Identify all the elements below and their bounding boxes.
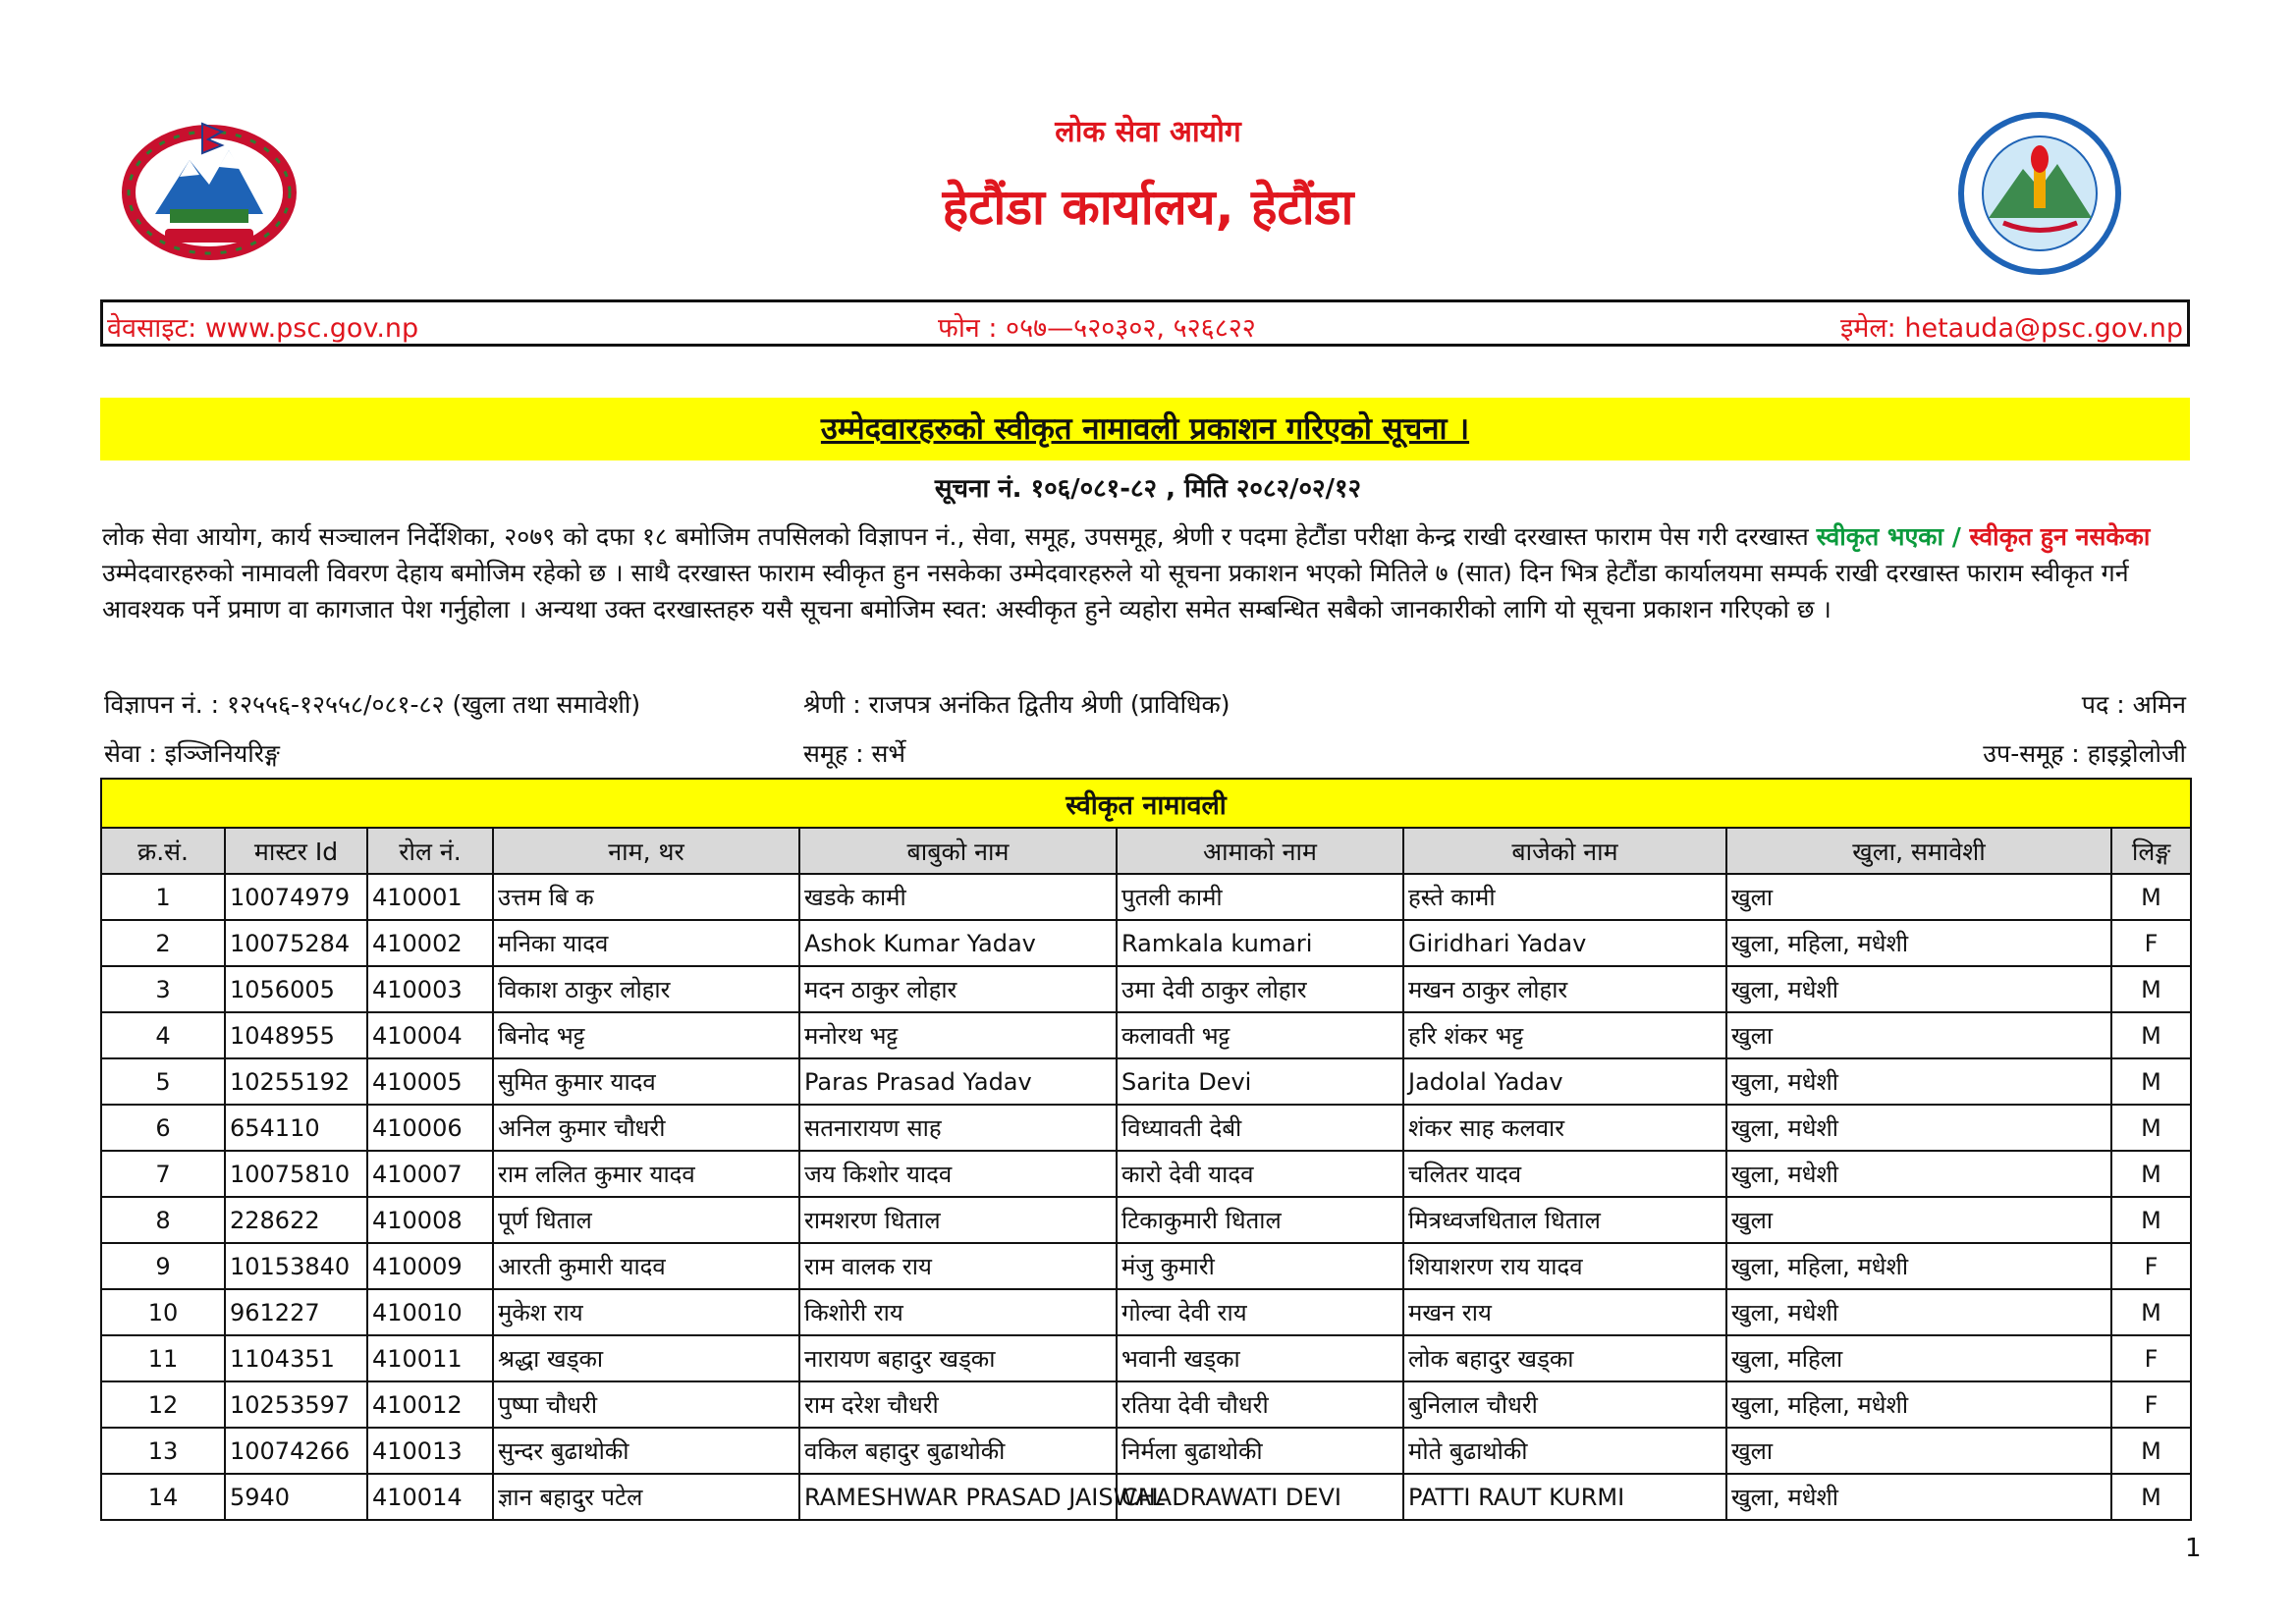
table-header-row <box>101 828 2191 874</box>
table-row <box>101 1474 2191 1520</box>
cell-father-name: Paras Prasad Yadav <box>799 1058 1117 1105</box>
cell-name: सुन्दर बुढाथोकी <box>493 1428 799 1474</box>
cell-gender: M <box>2111 1474 2191 1520</box>
rejected-label: स्वीकृत हुन नसकेका <box>1969 522 2151 551</box>
cell-category: खुला <box>1726 1428 2111 1474</box>
cell-roll-no: 410010 <box>367 1289 493 1335</box>
cell-grandfather-name: बुनिलाल चौधरी <box>1403 1381 1726 1428</box>
cell-name: बिनोद भट्ट <box>493 1012 799 1058</box>
cell-master-id: 10255192 <box>225 1058 367 1105</box>
table-row <box>101 1012 2191 1058</box>
cell-serial: 1 <box>101 874 225 920</box>
cell-mother-name: गोल्वा देवी राय <box>1117 1289 1403 1335</box>
cell-master-id: 1056005 <box>225 966 367 1012</box>
cell-gender: F <box>2111 1243 2191 1289</box>
cell-serial: 13 <box>101 1428 225 1474</box>
cell-mother-name: Sarita Devi <box>1117 1058 1403 1105</box>
cell-gender: M <box>2111 1012 2191 1058</box>
table-row <box>101 920 2191 966</box>
header-serial: क्र.सं. <box>101 828 225 874</box>
cell-category: खुला <box>1726 1012 2111 1058</box>
cell-mother-name: पुतली कामी <box>1117 874 1403 920</box>
post: पद : अमिन <box>2081 690 2186 719</box>
level: श्रेणी : राजपत्र अनंकित द्वितीय श्रेणी (प्राविधिक) <box>803 690 1230 719</box>
cell-master-id: 10075810 <box>225 1151 367 1197</box>
cell-category: खुला, मधेशी <box>1726 1474 2111 1520</box>
table-row <box>101 1428 2191 1474</box>
cell-grandfather-name: PATTI RAUT KURMI <box>1403 1474 1726 1520</box>
cell-name: मनिका यादव <box>493 920 799 966</box>
cell-category: खुला, मधेशी <box>1726 1151 2111 1197</box>
cell-roll-no: 410004 <box>367 1012 493 1058</box>
cell-grandfather-name: लोक बहादुर खड्का <box>1403 1335 1726 1381</box>
cell-gender: M <box>2111 1058 2191 1105</box>
cell-category: खुला, महिला, मधेशी <box>1726 920 2111 966</box>
cell-gender: F <box>2111 1381 2191 1428</box>
cell-roll-no: 410013 <box>367 1428 493 1474</box>
phone-number: फोन : ०५७—५२०३०२, ५२६८२२ <box>938 313 1256 344</box>
cell-grandfather-name: मोते बुढाथोकी <box>1403 1428 1726 1474</box>
cell-grandfather-name: शियाशरण राय यादव <box>1403 1243 1726 1289</box>
cell-master-id: 10074979 <box>225 874 367 920</box>
slash-separator: / <box>1942 522 1970 551</box>
service: सेवा : इञ्जिनियरिङ्ग <box>104 739 280 768</box>
cell-name: मुकेश राय <box>493 1289 799 1335</box>
cell-name: आरती कुमारी यादव <box>493 1243 799 1289</box>
cell-roll-no: 410009 <box>367 1243 493 1289</box>
cell-grandfather-name: मखन राय <box>1403 1289 1726 1335</box>
cell-grandfather-name: मखन ठाकुर लोहार <box>1403 966 1726 1012</box>
cell-gender: F <box>2111 920 2191 966</box>
cell-name: सुमित कुमार यादव <box>493 1058 799 1105</box>
cell-mother-name: टिकाकुमारी धिताल <box>1117 1197 1403 1243</box>
table-row <box>101 1151 2191 1197</box>
cell-serial: 8 <box>101 1197 225 1243</box>
cell-father-name: सतनारायण साह <box>799 1105 1117 1151</box>
table-row <box>101 1197 2191 1243</box>
cell-roll-no: 410011 <box>367 1335 493 1381</box>
table-body <box>101 874 2191 1520</box>
cell-father-name: राम वालक राय <box>799 1243 1117 1289</box>
header-father-name: बाबुको नाम <box>799 828 1117 874</box>
cell-master-id: 5940 <box>225 1474 367 1520</box>
cell-serial: 3 <box>101 966 225 1012</box>
cell-roll-no: 410002 <box>367 920 493 966</box>
cell-gender: M <box>2111 1428 2191 1474</box>
cell-serial: 6 <box>101 1105 225 1151</box>
cell-serial: 5 <box>101 1058 225 1105</box>
cell-roll-no: 410001 <box>367 874 493 920</box>
cell-master-id: 10153840 <box>225 1243 367 1289</box>
cell-name: अनिल कुमार चौधरी <box>493 1105 799 1151</box>
cell-master-id: 10074266 <box>225 1428 367 1474</box>
cell-father-name: Ashok Kumar Yadav <box>799 920 1117 966</box>
table-row <box>101 1243 2191 1289</box>
header-gender: लिङ्ग <box>2111 828 2191 874</box>
cell-name: पुष्पा चौधरी <box>493 1381 799 1428</box>
cell-roll-no: 410007 <box>367 1151 493 1197</box>
notice-body <box>102 518 2186 627</box>
cell-name: उत्तम बि क <box>493 874 799 920</box>
cell-gender: M <box>2111 874 2191 920</box>
cell-mother-name: रतिया देवी चौधरी <box>1117 1381 1403 1428</box>
header-master-id: मास्टर Id <box>225 828 367 874</box>
cell-mother-name: CHADRAWATI DEVI <box>1117 1474 1403 1520</box>
cell-roll-no: 410012 <box>367 1381 493 1428</box>
cell-category: खुला, महिला <box>1726 1335 2111 1381</box>
page-number: 1 <box>2185 1534 2202 1563</box>
cell-grandfather-name: Jadolal Yadav <box>1403 1058 1726 1105</box>
cell-name: पूर्ण धिताल <box>493 1197 799 1243</box>
cell-serial: 14 <box>101 1474 225 1520</box>
cell-mother-name: उमा देवी ठाकुर लोहार <box>1117 966 1403 1012</box>
header-grandfather-name: बाजेको नाम <box>1403 828 1726 874</box>
cell-serial: 10 <box>101 1289 225 1335</box>
cell-serial: 7 <box>101 1151 225 1197</box>
header-roll-no: रोल नं. <box>367 828 493 874</box>
cell-father-name: मदन ठाकुर लोहार <box>799 966 1117 1012</box>
email-link[interactable]: इमेल: hetauda@psc.gov.np <box>1839 313 2183 344</box>
cell-serial: 2 <box>101 920 225 966</box>
cell-roll-no: 410014 <box>367 1474 493 1520</box>
notice-title: उम्मेदवारहरुको स्वीकृत नामावली प्रकाशन गरिएको सूचना । <box>100 398 2190 460</box>
cell-gender: M <box>2111 966 2191 1012</box>
notice-number: सूचना नं. १०६/०८१-८२ , मिति २०८२/०२/१२ <box>934 474 1362 504</box>
cell-father-name: मनोरथ भट्ट <box>799 1012 1117 1058</box>
cell-mother-name: कलावती भट्ट <box>1117 1012 1403 1058</box>
cell-gender: M <box>2111 1151 2191 1197</box>
table-row <box>101 966 2191 1012</box>
cell-gender: M <box>2111 1289 2191 1335</box>
cell-gender: M <box>2111 1197 2191 1243</box>
cell-roll-no: 410006 <box>367 1105 493 1151</box>
cell-category: खुला, महिला, मधेशी <box>1726 1243 2111 1289</box>
cell-serial: 9 <box>101 1243 225 1289</box>
cell-name: ज्ञान बहादुर पटेल <box>493 1474 799 1520</box>
table-row <box>101 874 2191 920</box>
accepted-label: स्वीकृत भएका <box>1816 522 1943 551</box>
cell-father-name: खडके कामी <box>799 874 1117 920</box>
cell-mother-name: मंजु कुमारी <box>1117 1243 1403 1289</box>
header-mother-name: आमाको नाम <box>1117 828 1403 874</box>
cell-roll-no: 410008 <box>367 1197 493 1243</box>
cell-mother-name: Ramkala kumari <box>1117 920 1403 966</box>
cell-mother-name: निर्मला बुढाथोकी <box>1117 1428 1403 1474</box>
contact-bar <box>100 299 2190 347</box>
cell-master-id: 654110 <box>225 1105 367 1151</box>
cell-mother-name: कारो देवी यादव <box>1117 1151 1403 1197</box>
cell-gender: F <box>2111 1335 2191 1381</box>
cell-serial: 4 <box>101 1012 225 1058</box>
cell-category: खुला <box>1726 1197 2111 1243</box>
cell-roll-no: 410003 <box>367 966 493 1012</box>
notice-body-part-2: उम्मेदवारहरुको नामावली विवरण देहाय बमोजिम रहेको छ । साथै दरखास्त फाराम स्वीकृत हुन नसकेका उम्मेदवारहरुले यो सूचना प्रकाशन भएको मितिले ७ (सात) दिन भित्र हेटौंडा कार्यालयमा सम्पर्क राखी दरखास्त फाराम स्वीकृत गर्न आवश्यक पर्ने प्रमाण वा कागजात पेश गर्नुहोला । अन्यथा उक्त दरखास्तहरु यसै सूचना बमोजिम स्वत: अस्वीकृत हुने व्यहोरा समेत सम्बन्धित सबैको जानकारीको लागि यो सूचना प्रकाशन गरिएको छ । <box>102 559 2129 623</box>
cell-grandfather-name: शंकर साह कलवार <box>1403 1105 1726 1151</box>
cell-name: राम ललित कुमार यादव <box>493 1151 799 1197</box>
website-link[interactable]: वेवसाइट: www.psc.gov.np <box>107 313 419 344</box>
cell-master-id: 10075284 <box>225 920 367 966</box>
cell-master-id: 1104351 <box>225 1335 367 1381</box>
cell-father-name: राम दरेश चौधरी <box>799 1381 1117 1428</box>
cell-roll-no: 410005 <box>367 1058 493 1105</box>
cell-category: खुला, मधेशी <box>1726 1105 2111 1151</box>
table-caption: स्वीकृत नामावली <box>101 779 2191 828</box>
header-name: नाम, थर <box>493 828 799 874</box>
cell-mother-name: विध्यावती देबी <box>1117 1105 1403 1151</box>
cell-category: खुला <box>1726 874 2111 920</box>
cell-grandfather-name: मित्रध्वजधिताल धिताल <box>1403 1197 1726 1243</box>
cell-name: विकाश ठाकुर लोहार <box>493 966 799 1012</box>
table-row <box>101 1381 2191 1428</box>
cell-name: श्रद्धा खड्का <box>493 1335 799 1381</box>
organization-name: लोक सेवा आयोग <box>1055 115 1241 149</box>
table-row <box>101 1335 2191 1381</box>
cell-father-name: नारायण बहादुर खड्का <box>799 1335 1117 1381</box>
cell-category: खुला, महिला, मधेशी <box>1726 1381 2111 1428</box>
cell-grandfather-name: हस्ते कामी <box>1403 874 1726 920</box>
cell-mother-name: भवानी खड्का <box>1117 1335 1403 1381</box>
cell-master-id: 1048955 <box>225 1012 367 1058</box>
cell-father-name: वकिल बहादुर बुढाथोकी <box>799 1428 1117 1474</box>
cell-category: खुला, मधेशी <box>1726 966 2111 1012</box>
cell-grandfather-name: हरि शंकर भट्ट <box>1403 1012 1726 1058</box>
cell-serial: 11 <box>101 1335 225 1381</box>
cell-gender: M <box>2111 1105 2191 1151</box>
notice-body-part-1: लोक सेवा आयोग, कार्य सञ्चालन निर्देशिका, २०७९ को दफा १८ बमोजिम तपसिलको विज्ञापन नं., सेवा, समूह, उपसमूह, श्रेणी र पदमा हेटौंडा परीक्षा केन्द्र राखी दरखास्त फाराम पेस गरी दरखास्त <box>102 522 1817 551</box>
advertisement-number: विज्ञापन नं. : १२५५६-१२५५८/०८१-८२ (खुला तथा समावेशी) <box>104 690 641 719</box>
table-row <box>101 1105 2191 1151</box>
cell-category: खुला, मधेशी <box>1726 1289 2111 1335</box>
cell-master-id: 10253597 <box>225 1381 367 1428</box>
cell-father-name: RAMESHWAR PRASAD JAISWAL <box>799 1474 1117 1520</box>
subgroup: उप-समूह : हाइड्रोलोजी <box>1983 739 2186 768</box>
table-row <box>101 1058 2191 1105</box>
cell-master-id: 228622 <box>225 1197 367 1243</box>
header-category: खुला, समावेशी <box>1726 828 2111 874</box>
group: समूह : सर्भे <box>803 739 905 768</box>
cell-grandfather-name: Giridhari Yadav <box>1403 920 1726 966</box>
approved-candidates-table <box>100 778 2192 1521</box>
cell-father-name: रामशरण धिताल <box>799 1197 1117 1243</box>
office-name: हेटौंडा कार्यालय, हेटौंडा <box>942 179 1354 236</box>
cell-serial: 12 <box>101 1381 225 1428</box>
cell-category: खुला, मधेशी <box>1726 1058 2111 1105</box>
cell-father-name: किशोरी राय <box>799 1289 1117 1335</box>
cell-grandfather-name: चलितर यादव <box>1403 1151 1726 1197</box>
table-row <box>101 1289 2191 1335</box>
cell-master-id: 961227 <box>225 1289 367 1335</box>
cell-father-name: जय किशोर यादव <box>799 1151 1117 1197</box>
